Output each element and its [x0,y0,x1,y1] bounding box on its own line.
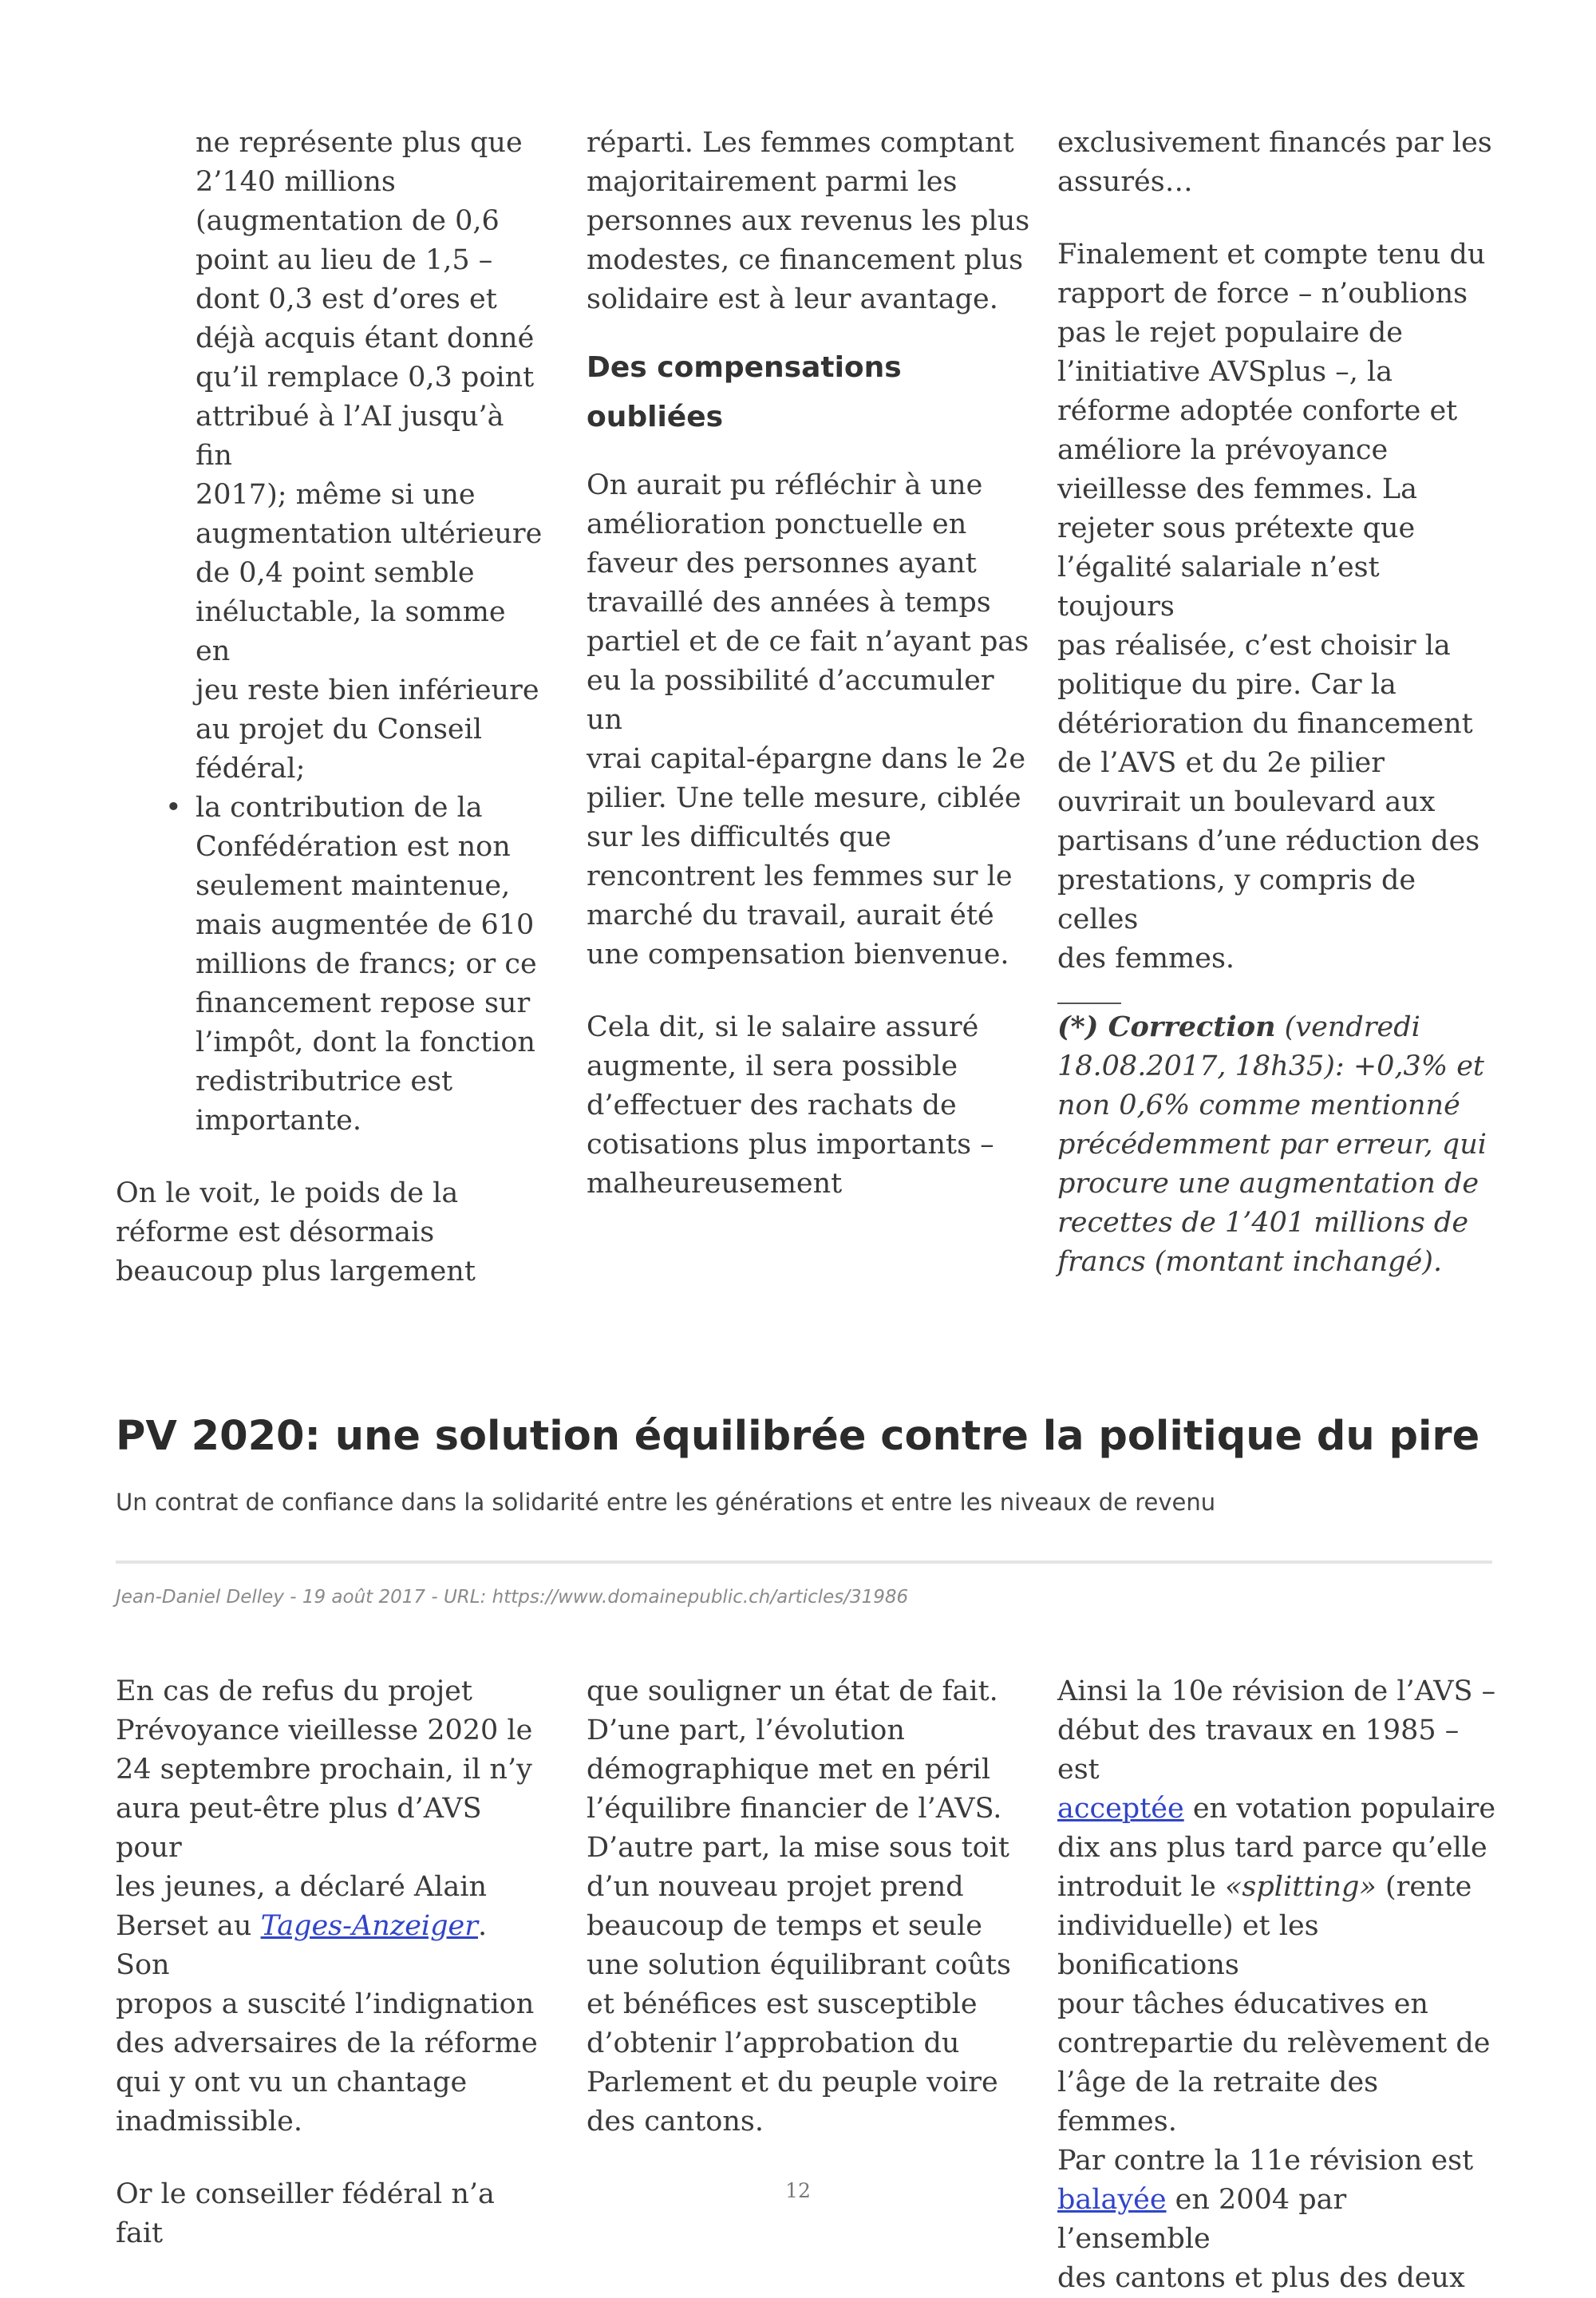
text-line: réparti. Les femmes comptant [587,127,1014,159]
text-line: détérioration du financement [1057,708,1473,740]
text-line: vrai capital-épargne dans le 2e [587,743,1026,775]
text-line: l’impôt, dont la fonction [196,1026,535,1058]
text-line: déjà acquis étant donné [196,322,535,354]
text-line: l’équilibre financier de l’AVS. [587,1793,1002,1825]
text-line: faveur des personnes ayant [587,548,977,579]
text-line: au projet du Conseil [196,714,483,746]
text-line: importante. [196,1105,361,1137]
text-line: des adversaires de la réforme [116,2027,538,2059]
bullet-list [196,124,547,1141]
text-line: 2’140 millions [196,166,396,198]
text-line: beaucoup de temps et seule [587,1910,982,1942]
text-line: jeu reste bien inférieure [196,674,539,706]
text-line: améliore la prévoyance [1057,434,1389,466]
text-line: dont 0,3 est d’ores et [196,283,497,315]
text-line: Confédération est non [196,831,511,863]
paragraph-le-poids [116,1174,547,1291]
text-line: une solution équilibrant coûts [587,1949,1011,1981]
text-line: D’autre part, la mise sous toit [587,1832,1009,1864]
text-line: partiel et de ce fait n’ayant pas [587,626,1029,658]
text-line: attribué à l’AI jusqu’à fin [196,401,504,472]
text-line: la contribution de la [196,792,483,824]
correction-label: (*) Correction [1057,1011,1276,1043]
paragraph-ainsi-la-10e: Ainsi la 10e révision de l’AVS – début des travaux en 1985 – est acceptée en votation populaire dix ans plus tard parce qu’elle introduit le «splitting» (rente individuelle) et les bonifications pour tâches éducatives en contrepartie du relèvement de l’âge de la retraite des femmes. Par contre la 11e révision est balayée en 2004 par l’ensemble des cantons et plus des deux [1057,1675,1496,2294]
text-line: des cantons. [587,2106,764,2138]
text-line: inadmissible. [116,2106,302,2138]
text-line: contrepartie du relèvement de [1057,2027,1491,2059]
text-line: (augmentation de 0,6 [196,205,500,237]
text-line: qui y ont vu un chantage [116,2067,468,2098]
text-line: l’égalité salariale n’est toujours [1057,552,1380,623]
text-line: inéluctable, la somme en [196,596,506,667]
heading-compensations-oubliees [587,343,1033,442]
text-line: modestes, ce financement plus [587,244,1024,276]
top-column-2 [587,124,1033,1204]
text-line: Par contre la 11e révision est [1057,2145,1474,2177]
text-line: Or le conseiller fédéral n’a fait [116,2178,495,2249]
text-line: procure une augmentation de [1057,1168,1479,1200]
text-line: pas réalisée, c’est choisir la [1057,630,1451,662]
text-line: On le voit, le poids de la [116,1177,459,1209]
text-line: non 0,6% comme mentionné [1057,1090,1460,1121]
text-line: mais augmentée de 610 [196,909,535,941]
text-line: pilier. Une telle mesure, ciblée [587,782,1021,814]
text-line: de 0,4 point semble [196,557,475,589]
text-line: point au lieu de 1,5 – [196,244,493,276]
link-tages-anzeiger[interactable]: Tages-Anzeiger [260,1910,478,1942]
text-line: l’initiative AVSplus –, la [1057,356,1393,388]
text-line: francs (montant inchangé). [1057,1246,1443,1278]
text-line: Des compensations [587,351,902,384]
text-line: majoritairement parmi les [587,166,958,198]
article-column-2 [587,1672,1033,2142]
text-line: vieillesse des femmes. La [1057,473,1418,505]
text-line: solidaire est à leur avantage. [587,283,998,315]
text-line: recettes de 1’401 millions de [1057,1207,1469,1239]
text-line: redistributrice est [196,1066,453,1098]
paragraph-reparti [587,124,1033,319]
text-line: rencontrent les femmes sur le [587,860,1013,892]
text-line: l’âge de la retraite des femmes. [1057,2067,1379,2138]
text-line: D’une part, l’évolution [587,1715,905,1746]
text-line: politique du pire. Car la [1057,669,1396,701]
splitting-term: «splitting» [1224,1871,1377,1903]
text-line: 24 septembre prochain, il n’y [116,1754,532,1786]
text-line: beaucoup plus largement [116,1256,476,1287]
text-line: amélioration ponctuelle en [587,508,967,540]
paragraph-exclusivement [1057,124,1504,202]
text-line: réforme adoptée conforte et [1057,395,1458,427]
text-line: malheureusement [587,1168,843,1200]
text-line: 2017); même si une [196,479,476,511]
text-line: partisans d’une réduction des [1057,825,1480,857]
text-line: qu’il remplace 0,3 point [196,362,535,394]
text-line: personnes aux revenus les plus [587,205,1030,237]
paragraph-cela-dit [587,1008,1033,1204]
paragraph-que-souligner [587,1672,1033,2142]
text-line: démographique met en péril [587,1754,991,1786]
text-line: 18.08.2017, 18h35): +0,3% et [1057,1050,1484,1082]
article-column-1 [116,1672,547,2253]
text-line: Parlement et du peuple voire [587,2067,998,2098]
list-item-confederation [196,789,547,1141]
text-line: ne représente plus que [196,127,523,159]
article-title: PV 2020: une solution équilibrée contre la politique du pire [116,1413,1480,1460]
text-line: les jeunes, a déclaré Alain [116,1871,487,1903]
text-line: augmentation ultérieure [196,518,543,550]
text-line: millions de francs; or ce [196,948,537,980]
text-line: sur les difficultés que [587,821,891,853]
text-line: que souligner un état de fait. [587,1675,998,1707]
top-column-1 [116,124,547,1291]
text-line: d’un nouveau projet prend [587,1871,964,1903]
text-line: d’obtenir l’approbation du [587,2027,960,2059]
text-line: seulement maintenue, [196,870,511,902]
text-line: On aurait pu réfléchir à une [587,469,983,501]
text-line: fédéral; [196,753,306,785]
text-line: réforme est désormais [116,1216,435,1248]
text-line: Cela dit, si le salaire assuré [587,1011,979,1043]
text-line: travaillé des années à temps [587,587,991,619]
text-line: d’effectuer des rachats de [587,1090,957,1121]
text-line: de l’AVS et du 2e pilier [1057,747,1385,779]
text-line: marché du travail, aurait été [587,900,994,931]
text-line: Finalement et compte tenu du [1057,239,1486,271]
text-line: En cas de refus du projet [116,1675,472,1707]
correction-note: (*) Correction (vendredi 18.08.2017, 18h35): +0,3% et non 0,6% comme mentionné précédemment par erreur, qui procure une augmentation de recettes de 1’401 millions de francs (montant inchangé). [1057,1011,1487,1278]
article-subtitle: Un contrat de confiance dans la solidarité entre les générations et entre les niveaux de revenu [116,1489,1216,1516]
text-line: pour tâches éducatives en [1057,1988,1428,2020]
header-divider [116,1560,1492,1564]
page-number: 12 [785,2179,811,2202]
list-item-continued [196,124,547,789]
paragraph-en-cas-de-refus: En cas de refus du projet Prévoyance vieillesse 2020 le 24 septembre prochain, il n’y aura peut-être plus d’AVS pour les jeunes, a déclaré Alain Berset au Tages-Anzeiger. Son propos a suscité l’indignation des adversaires de la réforme qui y ont vu un chantage inadmissible. [116,1675,538,2138]
text-line: assurés… [1057,166,1193,198]
paragraph-on-aurait-pu [587,466,1033,975]
text-line: rejeter sous prétexte que [1057,512,1416,544]
top-column-3 [1057,124,1504,1282]
text-line: précédemment par erreur, qui [1057,1129,1487,1161]
text-line: pas le rejet populaire de [1057,317,1403,349]
link-acceptee[interactable]: acceptée [1057,1793,1184,1825]
text-line: ouvrirait un boulevard aux [1057,786,1436,818]
text-line: cotisations plus importants – [587,1129,994,1161]
paragraph-finalement [1057,235,1504,979]
text-line: individuelle) et les bonifications [1057,1910,1319,1981]
text-line: financement repose sur [196,987,531,1019]
text-line: propos a suscité l’indignation [116,1988,535,2020]
text-line: des femmes. [1057,943,1235,975]
link-balayee[interactable]: balayée [1057,2184,1167,2216]
text-line: oubliées [587,401,724,433]
text-line: prestations, y compris de celles [1057,864,1416,935]
text-line: rapport de force – n’oublions [1057,278,1468,310]
text-line: exclusivement financés par les [1057,127,1492,159]
text-line: aura peut-être plus d’AVS pour [116,1793,482,1864]
text-line: augmente, il sera possible [587,1050,958,1082]
text-line: une compensation bienvenue. [587,939,1009,971]
article-meta: Jean-Daniel Delley - 19 août 2017 - URL: https://www.domainepublic.ch/articles/31986 [116,1587,909,1608]
text-line: eu la possibilité d’accumuler un [587,665,994,736]
text-line: et bénéfices est susceptible [587,1988,978,2020]
footnote-separator [1057,1003,1121,1004]
text-line: Prévoyance vieillesse 2020 le [116,1715,533,1746]
